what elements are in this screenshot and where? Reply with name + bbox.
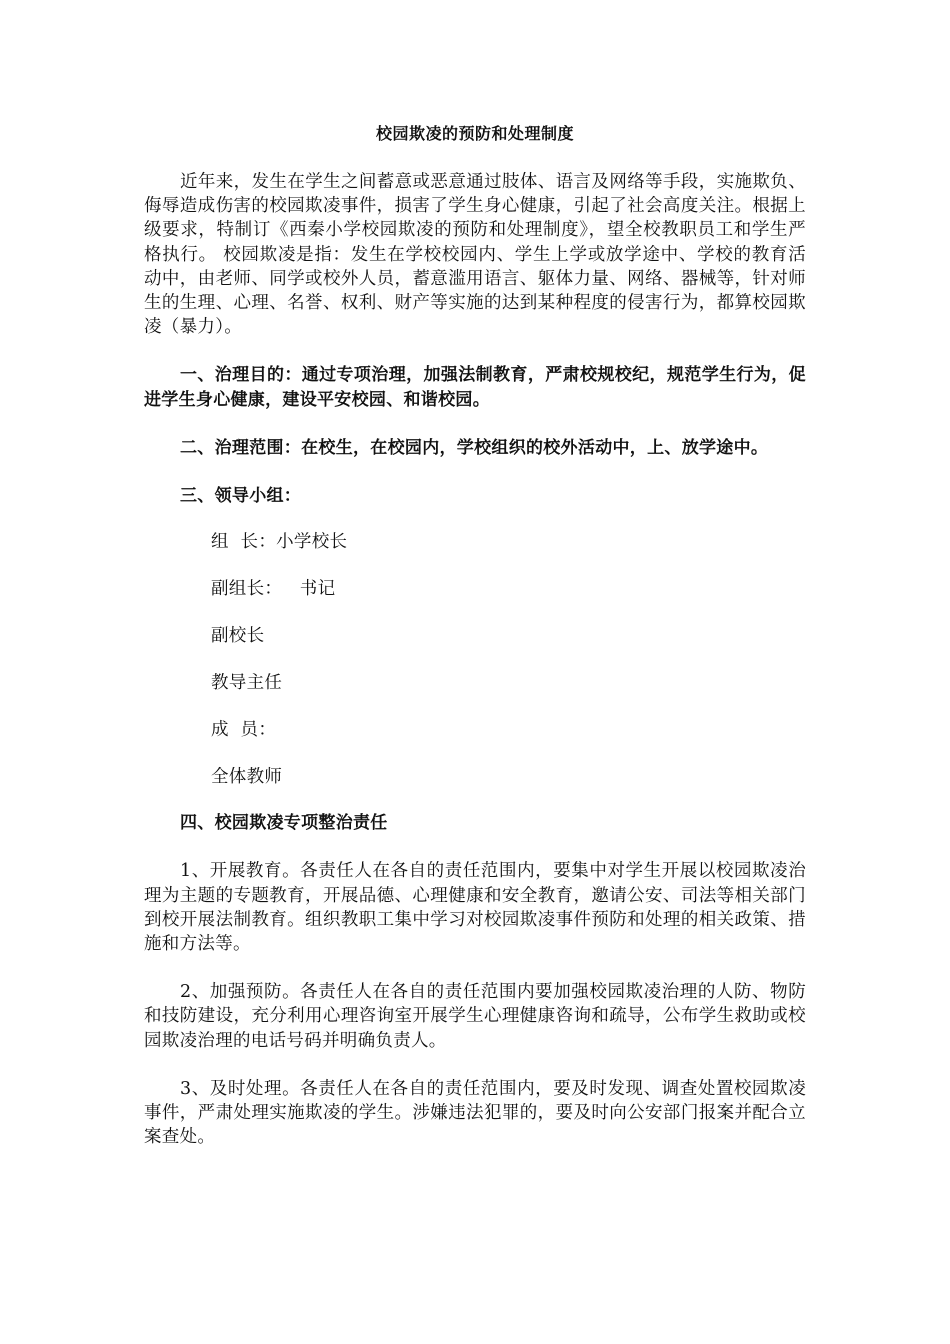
intro-paragraph: 近年来，发生在学生之间蓄意或恶意通过肢体、语言及网络等手段，实施欺负、侮辱造成伤害的校园欺凌事件，损害了学生身心健康，引起了社会高度关注。根据上级要求，特制订《西秦小学校园欺凌的预防和处理制度》，望全校教职员工和学生严格执行。 校园欺凌是指：发生在学校校园内、学生上学或放学途中、学校的教育活动中，由老师、同学或校外人员，蓄意滥用语言、躯体力量、网络、器械等，针对师生的生理、心理、名誉、权利、财产等实施的达到某种程度的侵害行为，都算校园欺凌（暴力）。 xyxy=(144,172,806,338)
document-title: 校园欺凌的预防和处理制度 xyxy=(375,124,574,143)
leadership-member-list xyxy=(144,530,806,789)
section-2-scope: 二、治理范围：在校生，在校园内，学校组织的校外活动中，上、放学途中。 xyxy=(180,437,769,458)
section-1-purpose: 一、治理目的：通过专项治理，加强法制教育，严肃校规校纪，规范学生行为，促进学生身心健康，建设平安校园、和谐校园。 xyxy=(144,365,806,410)
responsibility-item-1: 1、开展教育。各责任人在各自的责任范围内，要集中对学生开展以校园欺凌治理为主题的专题教育，开展品德、心理健康和安全教育，邀请公安、司法等相关部门到校开展法制教育。组织教职工集中学习对校园欺凌事件预防和处理的相关政策、措施和方法等。 xyxy=(144,861,806,955)
member-vice-principal: 副校长 xyxy=(211,626,265,647)
responsibility-item-3: 3、及时处理。各责任人在各自的责任范围内，要及时发现、调查处置校园欺凌事件，严肃处理实施欺凌的学生。涉嫌违法犯罪的，要及时向公安部门报案并配合立案查处。 xyxy=(144,1078,806,1148)
document-body xyxy=(144,122,806,1149)
section-3-heading: 三、领导小组： xyxy=(180,486,302,507)
member-all-teachers: 全体教师 xyxy=(211,767,283,788)
member-leader: 组 长：小学校长 xyxy=(211,532,348,553)
section-4-heading: 四、校园欺凌专项整治责任 xyxy=(180,813,388,834)
responsibility-item-2: 2、加强预防。各责任人在各自的责任范围内要加强校园欺凌治理的人防、物防和技防建设，充分利用心理咨询室开展学生心理健康咨询和疏导，公布学生救助或校园欺凌治理的电话号码并明确负责人。 xyxy=(144,982,806,1051)
member-dean: 教导主任 xyxy=(211,673,283,694)
member-members-label: 成 员： xyxy=(211,720,277,741)
member-deputy-leader: 副组长： 书记 xyxy=(211,579,336,600)
